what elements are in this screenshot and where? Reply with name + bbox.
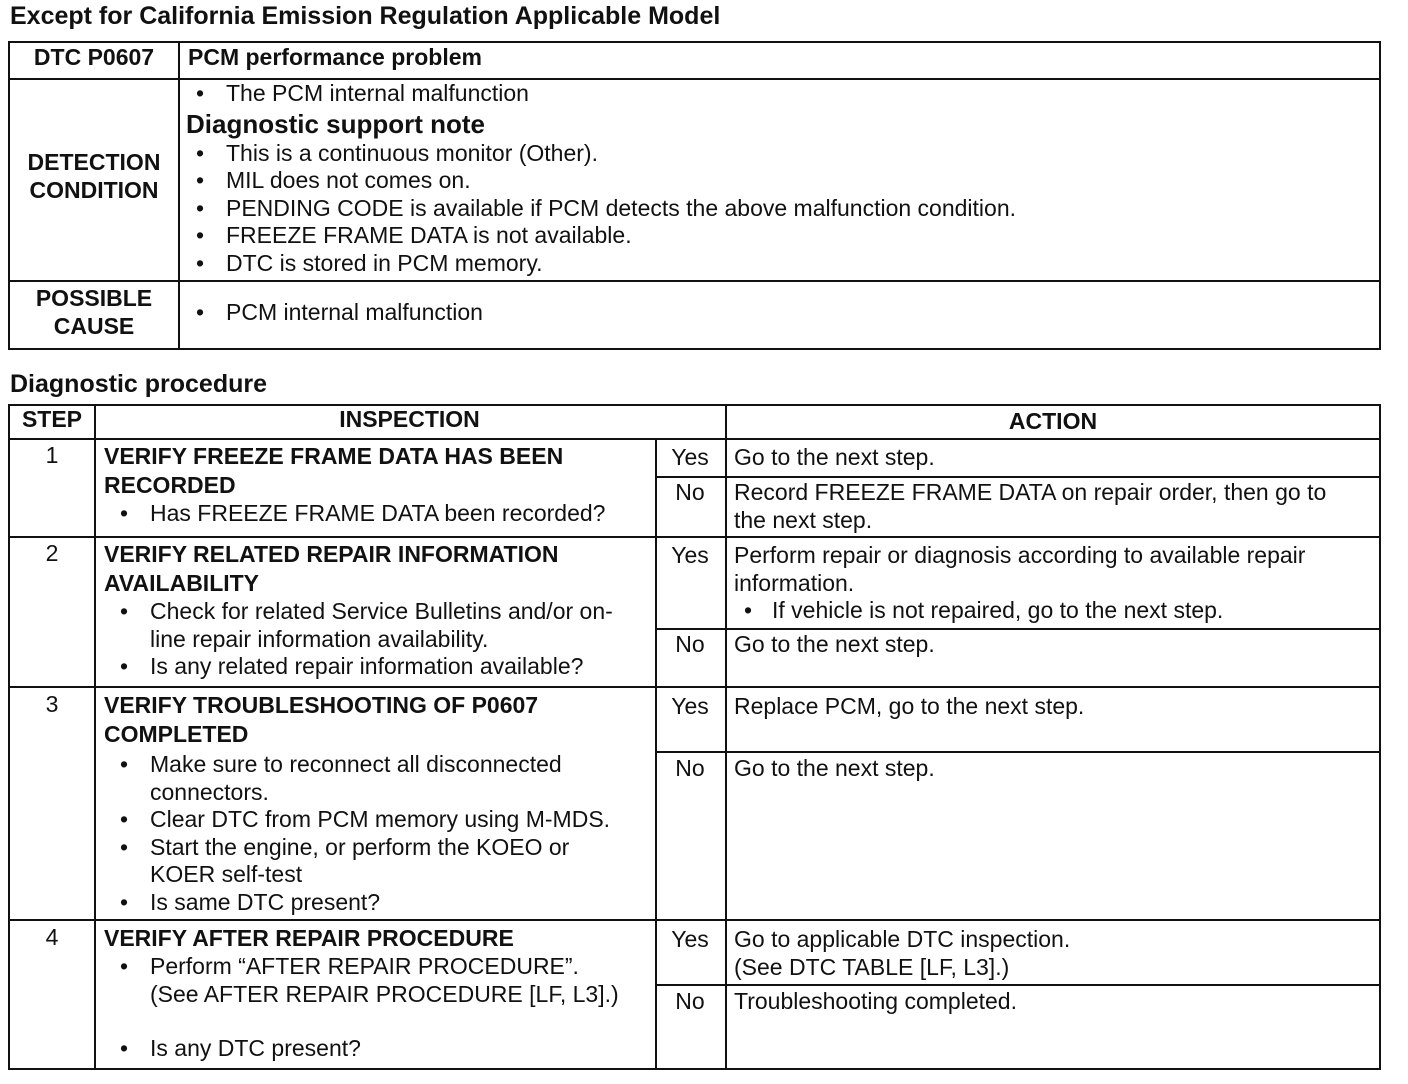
yes-action: Perform repair or diagnosis according to available repair information. • If vehicle is not repaired, go to the next step. bbox=[734, 542, 1374, 625]
step-number: 3 bbox=[45, 691, 59, 717]
dtc-code: DTC P0607 bbox=[33, 44, 155, 70]
no-label: No bbox=[675, 988, 705, 1014]
support-note-title: Diagnostic support note bbox=[186, 108, 485, 139]
list-item: • MIL does not comes on. bbox=[180, 167, 1370, 195]
no-label: No bbox=[675, 479, 705, 505]
yes-label: Yes bbox=[671, 926, 709, 952]
yes-action: Go to applicable DTC inspection. (See DTC TABLE [LF, L3].) bbox=[734, 926, 1071, 980]
dtc-table bbox=[8, 41, 1381, 350]
list-item: • DTC is stored in PCM memory. bbox=[180, 250, 1370, 278]
list-item: • Check for related Service Bulletins and/or on- line repair information availability. bbox=[104, 598, 649, 653]
list-item: • If vehicle is not repaired, go to the next step. bbox=[734, 597, 1374, 625]
step-number: 4 bbox=[45, 924, 59, 950]
no-action: Go to the next step. bbox=[734, 631, 935, 657]
procedure-table bbox=[8, 404, 1381, 1070]
step-inspection: VERIFY AFTER REPAIR PROCEDURE • Perform “AFTER REPAIR PROCEDURE”. (See AFTER REPAIR PROCEDURE [LF, L3].) • Is any DTC present? bbox=[104, 924, 649, 1063]
list-item: • FREEZE FRAME DATA is not available. bbox=[180, 222, 1370, 250]
step-inspection: VERIFY RELATED REPAIR INFORMATION AVAILABILITY • Check for related Service Bulletins and/or on- line repair information availability. • Is any related repair information available? bbox=[104, 540, 649, 681]
list-item: • Make sure to reconnect all disconnected connectors. bbox=[104, 751, 649, 806]
header-step: STEP bbox=[21, 406, 83, 432]
list-item: • This is a continuous monitor (Other). bbox=[180, 140, 1370, 168]
possible-cause-label: POSSIBLE CAUSE bbox=[35, 285, 153, 339]
no-label: No bbox=[675, 755, 705, 781]
list-item: • Has FREEZE FRAME DATA been recorded? bbox=[104, 500, 649, 528]
list-item: • PENDING CODE is available if PCM detects the above malfunction condition. bbox=[180, 195, 1370, 223]
yes-action: Replace PCM, go to the next step. bbox=[734, 693, 1085, 719]
header-action: ACTION bbox=[1008, 408, 1098, 434]
list-item: • Clear DTC from PCM memory using M-MDS. bbox=[104, 806, 649, 834]
step-inspection: VERIFY FREEZE FRAME DATA HAS BEEN RECORDED • Has FREEZE FRAME DATA been recorded? bbox=[104, 442, 649, 528]
detection-condition-label: DETECTION CONDITION bbox=[27, 149, 161, 203]
no-label: No bbox=[675, 631, 705, 657]
no-action: Record FREEZE FRAME DATA on repair order, then go to the next step. bbox=[734, 479, 1327, 533]
no-action: Go to the next step. bbox=[734, 755, 935, 781]
no-action: Troubleshooting completed. bbox=[734, 988, 1017, 1014]
detection-condition-content bbox=[180, 80, 1370, 277]
list-item: • Start the engine, or perform the KOEO or KOER self-test bbox=[104, 834, 649, 889]
page-title: Except for California Emission Regulation Applicable Model bbox=[10, 2, 721, 30]
step-inspection: VERIFY TROUBLESHOOTING OF P0607 COMPLETED • Make sure to reconnect all disconnected connectors. • Clear DTC from PCM memory using M-MDS. • Start the engine, or perform the KOEO or KOER self-test • Is same DTC present? bbox=[104, 691, 649, 916]
yes-label: Yes bbox=[671, 542, 709, 568]
list-item: • Is same DTC present? bbox=[104, 889, 649, 917]
step-number: 1 bbox=[45, 442, 59, 468]
list-item: • The PCM internal malfunction bbox=[180, 80, 1370, 108]
yes-label: Yes bbox=[671, 444, 709, 470]
list-item: • Is any DTC present? bbox=[104, 1035, 649, 1063]
procedure-title: Diagnostic procedure bbox=[10, 370, 267, 398]
dtc-description: PCM performance problem bbox=[188, 44, 482, 70]
list-item: • PCM internal malfunction bbox=[180, 299, 1370, 327]
list-item: • Perform “AFTER REPAIR PROCEDURE”. (See AFTER REPAIR PROCEDURE [LF, L3].) bbox=[104, 953, 649, 1008]
yes-label: Yes bbox=[671, 693, 709, 719]
yes-action: Go to the next step. bbox=[734, 444, 935, 470]
list-item: • Is any related repair information available? bbox=[104, 653, 649, 681]
header-inspection: INSPECTION bbox=[339, 406, 480, 432]
possible-cause-content bbox=[180, 299, 1370, 327]
step-number: 2 bbox=[45, 540, 59, 566]
